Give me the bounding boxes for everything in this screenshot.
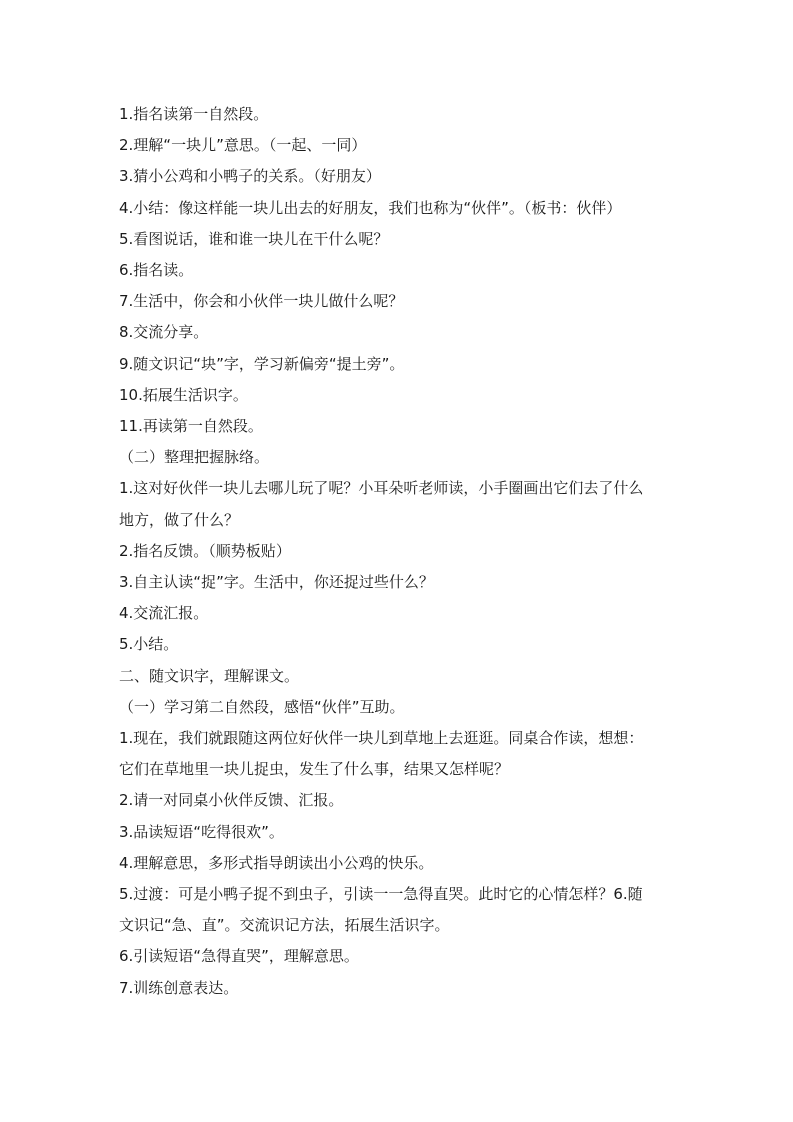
text-line: 1.指名读第一自然段。 (119, 105, 269, 123)
text-line: 1.这对好伙伴一块儿去哪儿玩了呢？小耳朵听老师读，小手圈画出它们去了什么 (119, 479, 644, 498)
text-line: 3.自主认读“捉”字。生活中，你还捉过些什么？ (119, 573, 434, 592)
section-heading: （二）整理把握脉络。 (119, 448, 270, 467)
text-line: 10.拓展生活识字。 (119, 385, 248, 404)
text-line: 2.指名反馈。（顺势板贴） (119, 541, 291, 560)
text-line: 2.理解“一块儿”意思。（一起、一同） (119, 136, 367, 155)
text-line: 5.过渡：可是小鸭子捉不到虫子，引读一一急得直哭。此时它的心情怎样？6.随 (119, 885, 643, 904)
text-line: 文识记“急、直”。交流识记方法，拓展生活识字。 (119, 916, 450, 935)
text-line: 1.现在，我们就跟随这两位好伙伴一块儿到草地上去逛逛。同桌合作读，想想： (119, 729, 644, 748)
text-line: 7.训练创意表达。 (119, 978, 239, 997)
text-line: 地方，做了什么？ (119, 510, 240, 529)
text-line: 11.再读第一自然段。 (119, 417, 263, 436)
text-line: 4.交流汇报。 (119, 604, 209, 623)
text-line: 2.请一对同桌小伙伴反馈、汇报。 (119, 791, 344, 810)
text-line: 4.小结：像这样能一块儿出去的好朋友，我们也称为“伙伴”。（板书：伙伴） (119, 198, 622, 217)
section-heading: 二、随文识字，理解课文。 (119, 666, 300, 685)
text-line: 5.看图说话，谁和谁一块儿在干什么呢？ (119, 229, 389, 248)
text-line: 它们在草地里一块儿捉虫，发生了什么事，结果又怎样呢？ (119, 760, 510, 779)
text-line: 4.理解意思，多形式指导朗读出小公鸡的快乐。 (119, 853, 434, 872)
text-line: 5.小结。 (119, 635, 179, 654)
text-line: 7.生活中，你会和小伙伴一块儿做什么呢？ (119, 292, 404, 311)
document-body (119, 99, 679, 1004)
section-heading: （一）学习第二自然段，感悟“伙伴”互助。 (119, 697, 405, 716)
text-line: 3.猜小公鸡和小鸭子的关系。（好朋友） (119, 167, 381, 186)
text-line: 3.品读短语“吃得很欢”。 (119, 822, 284, 841)
text-line: 9.随文识记“块”字，学习新偏旁“提土旁”。 (119, 354, 405, 373)
text-line: 6.指名读。 (119, 261, 194, 280)
text-line: 6.引读短语“急得直哭”，理解意思。 (119, 947, 359, 966)
text-line: 8.交流分享。 (119, 323, 209, 342)
